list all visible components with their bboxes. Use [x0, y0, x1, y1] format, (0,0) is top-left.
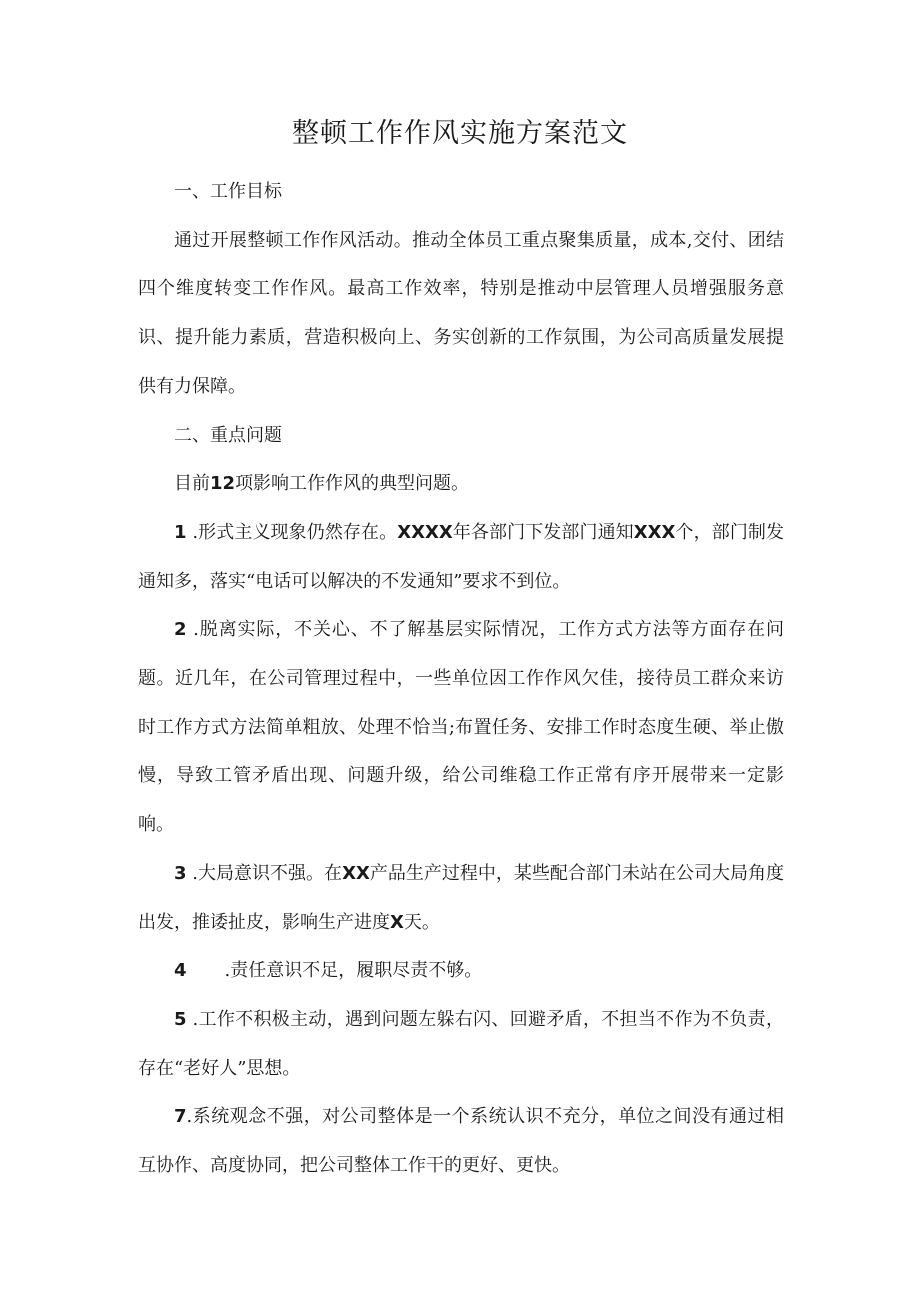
item-text: 年各部门下发部门通知 [452, 521, 634, 543]
item-number: 7 [174, 1106, 187, 1128]
problem-item-4 [138, 947, 784, 996]
item-number: 5 [174, 1008, 187, 1030]
placeholder-code: XXXX [397, 521, 453, 543]
item-text: 个，部门制发通知多，落实“电话可以解决的不发通知”要求不到位。 [138, 521, 785, 592]
section-heading-problems: 二、重点问题 [174, 424, 282, 446]
item-number: 3 [174, 862, 187, 884]
problem-item-7 [138, 1093, 784, 1190]
section-heading-goal: 一、工作目标 [174, 181, 282, 202]
item-text: .工作不积极主动，遇到问题左躲右闪、回避矛盾，不担当不作为不负责，存在“老好人”思想。 [138, 1008, 784, 1079]
item-text: .系统观念不强，对公司整体是一个系统认识不充分，单位之间没有通过相互协作、高度协同，把公司整体工作干的更好、更快。 [138, 1106, 784, 1177]
placeholder-code: XX [342, 862, 370, 884]
item-text: .脱离实际，不关心、不了解基层实际情况，工作方式方法等方面存在问题。近几年，在公司管理过程中，一些单位因工作作风欠佳，接待员工群众来访时工作方式方法简单粗放、处理不恰当;布置任务、安排工作时态度生硬、举止傲慢，导致工管矛盾出现、问题升级，给公司维稳工作正常有序开展带来一定影响。 [138, 619, 784, 836]
item-number: 1 [174, 521, 187, 543]
item-text: .责任意识不足，履职尽责不够。 [224, 960, 483, 982]
problem-item-3 [138, 850, 784, 947]
goal-paragraph: 通过开展整顿工作作风活动。推动全体员工重点聚集质量，成本,交付、团结四个维度转变工作作风。最高工作效率，特别是推动中层管理人员增强服务意识、提升能力素质，营造积极向上、务实创新的工作氛围，为公司高质量发展提供有力保障。 [138, 229, 784, 397]
problem-item-1 [138, 509, 784, 606]
document-title: 整顿工作作风实施方案范文 [292, 118, 628, 149]
item-text: 产品生产过程中，某些配合部门未站在公司大局角度出发，推诿扯皮，影响生产进度 [138, 862, 784, 933]
problems-intro-before: 目前 [174, 473, 210, 495]
document-body [138, 168, 784, 1191]
placeholder-code: XXX [633, 521, 676, 543]
item-text: .大局意识不强。在 [186, 862, 343, 884]
problem-item-2 [138, 606, 784, 850]
item-text: 天。 [403, 911, 440, 933]
item-text: .形式主义现象仍然存在。 [186, 521, 398, 543]
problems-count: 12 [210, 473, 236, 495]
problem-item-5 [138, 996, 784, 1093]
item-number: 4 [174, 960, 187, 982]
placeholder-code: X [390, 911, 404, 933]
problems-intro [138, 460, 784, 509]
item-number: 2 [174, 619, 187, 641]
problems-intro-after: 项影响工作作风的典型问题。 [235, 473, 470, 495]
